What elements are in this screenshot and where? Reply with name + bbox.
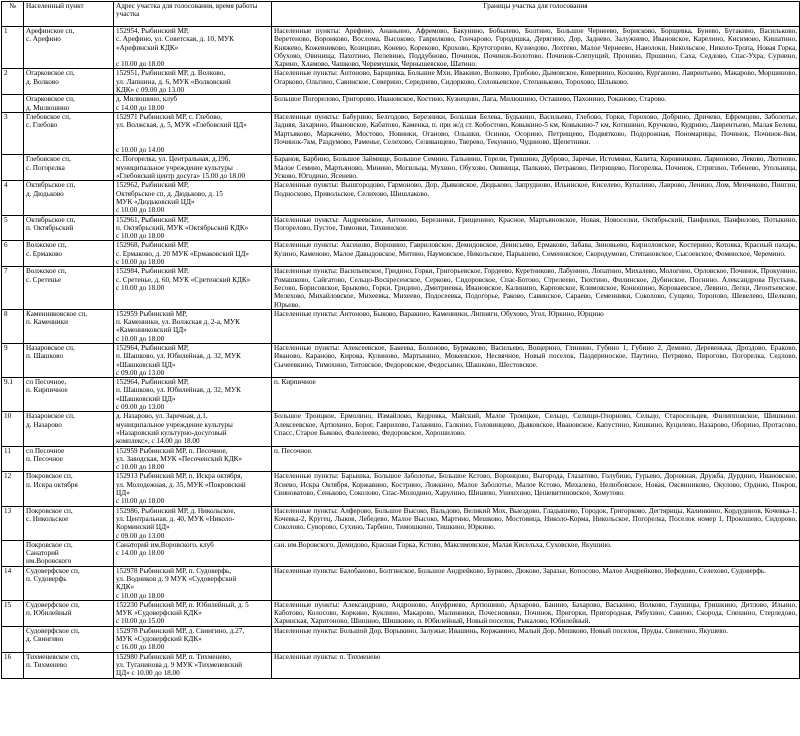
- settlement-line: п. Шашково: [26, 352, 64, 361]
- table-row: [2, 155, 800, 181]
- settlement-line: с. Погорелка: [26, 163, 65, 172]
- settlement-line: Каменниковское сп,: [26, 309, 88, 318]
- row-number: 2: [2, 69, 24, 95]
- address-line: КДК»: [116, 583, 135, 592]
- address-line: «Арефинский КДК»: [116, 43, 179, 52]
- row-number: 10: [2, 412, 24, 446]
- settlement-line: п. Каменники: [26, 318, 68, 327]
- address-line: п. Каменники, ул. Волжская д. 2-а, МУК: [116, 318, 240, 327]
- address-line: МУК «Судоверфский КДК»: [116, 609, 202, 618]
- settlement-cell: [24, 343, 114, 377]
- table-row: [2, 95, 800, 113]
- address-cell: [114, 241, 272, 267]
- address-line: ул. Водников д. 9 МУК «Судоверфский: [116, 575, 237, 583]
- address-line: 152971 Рыбинский МР, с. Глебово,: [116, 112, 222, 121]
- address-line: с 10.00 до 14.00: [116, 146, 165, 155]
- settlement-line: Огарковское сп,: [26, 95, 75, 104]
- row-number: 13: [2, 506, 24, 540]
- address-cell: [114, 412, 272, 446]
- address-line: КДК» с 09.00 до 13.00: [116, 86, 185, 95]
- settlement-line: с. Никольское: [26, 514, 69, 523]
- address-line: ул. Волжская, д. 5, МУК «Глебовский ЦД»: [116, 121, 247, 130]
- settlement-line: сп Песочное,: [26, 378, 67, 387]
- row-number: 11: [2, 446, 24, 472]
- address-line: 152913 Рыбинский МР, п. Искра октября,: [116, 472, 243, 481]
- address-line: «Шашковский ЦД»: [116, 360, 176, 369]
- address-line: 152954, Рыбинский МР,: [116, 27, 189, 35]
- settlement-cell: [24, 241, 114, 267]
- row-number: [2, 540, 24, 566]
- settlement-line: Назаровское сп,: [26, 412, 75, 421]
- table-row: [2, 600, 800, 626]
- table-row: [2, 215, 800, 241]
- address-line: 152980 Рыбинский МР, п. Тихменево,: [116, 652, 232, 661]
- address-line: с 10.00 до 18.00: [116, 463, 165, 472]
- settlement-line: Покровское сп,: [26, 506, 73, 515]
- settlement-line: сп Песочное: [26, 446, 65, 455]
- settlement-cell: [24, 626, 114, 652]
- address-cell: [114, 112, 272, 154]
- address-line: «Каменниковский ЦД»: [116, 326, 187, 335]
- address-line: ул. Заводская, МУК «Песоченский КДК»: [116, 454, 243, 463]
- settlement-line: с. Арефино: [26, 35, 61, 44]
- row-number: 14: [2, 566, 24, 600]
- address-line: с 09.00 до 13.00: [116, 368, 165, 377]
- settlement-cell: [24, 267, 114, 309]
- table-row: [2, 241, 800, 267]
- address-line: 152959 Рыбинский МР,: [116, 309, 187, 318]
- address-line: с 14.00 до 18.00: [116, 103, 165, 112]
- bounds-cell: Населенные пункты: Александрово, Андроново, Ануфриево, Артюшино, Архарово, Банино, Бахарово, Васькино, Волково, Глушицы, Гришкино, Дитлово, Ильино, Каботово, Колосово, Коркино, Куклино, Макарово, Малинники, Почесновики, Починок, Пригорки, Пригородная, Рябухино, Савино, Скорода, Спешино, Стерледово, Харинская, Харитоново, Шишино, Шишкино, п. Юбилейный, Новый поселок, Рыкалово, Юбилейный.: [272, 600, 800, 626]
- row-number: [2, 626, 24, 652]
- address-line: с. Сретенье, д. 60, МУК «Сретенский КДК»: [116, 275, 251, 284]
- address-cell: [114, 343, 272, 377]
- bounds-cell: Населенные пункты: Алферово, Большое Высоко, Вальдово, Великий Мох, Выездово, Гладышево, Городок, Григорково, Дегтярицы, Калинкино, Кордудинов, Кочевка-1, Кочевка-2, Кругец, Лыков, Лебедево, Малое Высоко, Мартино, Мешково, Мостовица, Николо-Корма, Никольское, Погорелка, Поселок номер 1, Прокошево, Сидорово, Соколово, Суворово, Сухино, Тарбино, Тимошкино, Тишкино, Юркино.: [272, 506, 800, 540]
- address-line: с 09.00 до 13.00: [116, 403, 165, 412]
- address-line: Октябрьское сп, д. Дюдьково, д. 15: [116, 189, 223, 198]
- address-line: п. Октябрьский, МУК «Октябрьский КДК»: [116, 223, 249, 232]
- row-number: 3: [2, 112, 24, 154]
- settlement-line: п. Тихменево: [26, 660, 67, 669]
- settlement-line: д. Милюшино: [26, 103, 70, 112]
- address-line: 152959 Рыбинский МР, п. Песочное,: [116, 446, 228, 455]
- row-number: 9.1: [2, 378, 24, 412]
- bounds-cell: п. Песочное.: [272, 446, 800, 472]
- address-line: 152964, Рыбинский МР,: [116, 343, 189, 352]
- settlement-cell: [24, 181, 114, 215]
- table-row: [2, 472, 800, 506]
- settlement-line: Октябрьское сп,: [26, 215, 76, 224]
- address-line: 152984, Рыбинский МР,: [116, 267, 189, 276]
- settlement-line: Тихменевское сп,: [26, 652, 80, 661]
- settlement-line: п. Песочное: [26, 454, 63, 463]
- table-row: [2, 27, 800, 69]
- bounds-cell: п. Кирпичное: [272, 378, 800, 412]
- settlement-line: д. Дюдьково: [26, 189, 64, 198]
- settlement-line: с. Ермаково: [26, 249, 63, 258]
- polling-stations-table: [1, 1, 800, 679]
- address-cell: [114, 309, 272, 343]
- address-line: 152961, Рыбинский МР,: [116, 215, 189, 224]
- settlement-line: Санаторий: [26, 549, 59, 558]
- bounds-cell: Населенные пункты: Аксеново, Воронино, Гавриловское, Демидовское, Денисьево, Ермаково, Забава, Зиновьево, Кирилловское, Костерино, Котовка, Красный пахарь, Кузино, Каменово, Малое Давыдовское, Митино, Наумовское, Никольское, Парышево, Семеновское, Скородумово, Степановское, Сысоевское, Фоминское, Черемино.: [272, 241, 800, 267]
- table-body: [2, 27, 800, 679]
- address-line: 152951, Рыбинский МР, д. Волково,: [116, 69, 226, 78]
- address-line: ул. Центральная, д. 40, МУК «Николо-: [116, 514, 235, 523]
- settlement-cell: [24, 472, 114, 506]
- table-row: [2, 181, 800, 215]
- address-line: комплекс», с 14.00 до 18.00: [116, 437, 200, 446]
- bounds-cell: Населенные пункты: п. Тихменево: [272, 652, 800, 678]
- address-line: ул. Молодежная, д. 35, МУК «Покровский: [116, 480, 246, 489]
- settlement-cell: [24, 412, 114, 446]
- bounds-cell: Населенные пункты: Арефино, Ананьино, Афремово, Бакунино, Бобылево, Болтино, Большое Чернеево, Борисково, Борщевка, Бунево, Бутакино, Васильково, Веретеново, Воронково, Вослома, Высоково, Гаврилково, Гончарово, Городишка, Дерягино, Дор, Заднево, Залужнево, Ивановское, Карелино, Кисимово, Кишатино, Княжево, Кожевниково, Козицино, Конево, Кореково, Крохово, Крутогорово, Кузнецово, Лохтево, Малое Чернеево, Наволоки, Никольское, Николо-Тропа, Новая Горка, Обухово, Овинища, Пахотино, Пелевино, Поддубново, Починок, Починок-Болотово, Починок-Слепущий, Пронино, Прошино, Саха, Седлово, Спас-Ухра, Сурнино, Харино, Хламово, Чашково, Черемушки, Чернышевское, Шатино.: [272, 27, 800, 69]
- settlement-cell: [24, 652, 114, 678]
- settlement-line: д. Свингино: [26, 635, 64, 644]
- address-cell: [114, 215, 272, 241]
- address-cell: [114, 566, 272, 600]
- row-number: [2, 95, 24, 113]
- settlement-line: п. Искра октября: [26, 480, 78, 489]
- address-line: муниципальное учреждение культуры: [116, 163, 233, 172]
- settlement-line: им.Воровского: [26, 557, 72, 566]
- bounds-cell: сан. им.Воровского, Демидово, Красная Горка, Кстово, Максимовское, Малая Кисельха, Суховское, Якушино.: [272, 540, 800, 566]
- settlement-line: Судоверфское сп,: [26, 566, 80, 575]
- settlement-cell: [24, 95, 114, 113]
- row-number: 4: [2, 181, 24, 215]
- bounds-cell: Населенные пункты: Балобаново, Болтинское, Большое Андрейково, Бурково, Дюково, Заразье, Копосово, Малое Андрейково, Нефедово, Селехово, Судоверфь.: [272, 566, 800, 600]
- address-cell: [114, 626, 272, 652]
- settlement-line: Глебовское сп,: [26, 112, 71, 121]
- address-line: МУК «Дюдьковский ЦД»: [116, 197, 195, 206]
- address-line: с. Арефино, ул. Советская, д. 10, МУК: [116, 35, 234, 44]
- address-cell: [114, 181, 272, 215]
- settlement-line: п. Судоверфь: [26, 575, 67, 583]
- bounds-cell: Баранов, Барбино, Большое Займище, Большое Семино, Гальнино, Горели, Гришино, Дуброво, Заречье, Истомино, Калита, Коровниково, Ларионово, Леково, Лютново, Малое Семино, Мартьяново, Минино, Могильца, Мухино, Обухово, Овинища, Палкино, Петраково, Петрищево, Погорелка, Починок, Стригино, Тебенево, Угольница, Усково, Югодино, Ясенево.: [272, 155, 800, 181]
- address-line: с. Погорелка, ул. Центральная, д.19б,: [116, 155, 231, 164]
- header-address: Адрес участка для голосования, время работы участка: [114, 2, 272, 27]
- settlement-line: Покровское сп,: [26, 540, 73, 549]
- row-number: 5: [2, 215, 24, 241]
- address-line: ЦД»: [116, 489, 130, 498]
- row-number: 9: [2, 343, 24, 377]
- settlement-cell: [24, 446, 114, 472]
- address-line: с 09.00 до 13.00: [116, 531, 165, 540]
- address-line: ЦД» с 10.00 до 18.00: [116, 669, 180, 678]
- table-row: [2, 309, 800, 343]
- bounds-cell: Населенные пункты: Бабурино, Белгодово, Березники, Большая Белева, Будькино, Васильево, Глебово, Горки, Горохово, Добрино, Дричево, Ефремцево, Заболотье, Задняя, Захарино, Ивановское, Кабатово, Каменка, п. при ж/д ст. Кобостово, Ковыкино-5 км, Ковыкино-7 км, Котишино, Кручково, Кудрино, Лаврентьево, Малая Белева, Мартьяково, Маркачево, Мостово, Новинки, Оганово, Ольшки, Осинки, Осорино, Петрищево, Подвятково, Подорожная, Пономарицы, Починок, Починок-8км, Починок-7км, Раздумово, Раменье, Селехово, Селиванцево, Тверево, Текунино, Чудиново, Щепетники.: [272, 112, 800, 154]
- address-cell: [114, 155, 272, 181]
- address-cell: [114, 27, 272, 69]
- address-line: 152230 Рыбинский МР, п. Юбилейный, д. 5: [116, 600, 249, 609]
- table-row: [2, 566, 800, 600]
- address-cell: [114, 652, 272, 678]
- address-line: 152978 Рыбинский МР, д. Свингино, д.27,: [116, 626, 245, 635]
- settlement-cell: [24, 215, 114, 241]
- address-line: с 10.00 до 18.00: [116, 206, 165, 215]
- address-cell: [114, 446, 272, 472]
- settlement-cell: [24, 566, 114, 600]
- address-cell: [114, 506, 272, 540]
- bounds-cell: Населенные пункты: Вышгородово, Гармоново, Дор, Дьяковское, Дюдьково, Запрудново, Ильинское, Киселево, Купалино, Лаврово, Ленино, Лом, Менчиково, Пингин, Подносково, Привольское, Селихово, Шишлаково.: [272, 181, 800, 215]
- settlement-line: Покровское сп,: [26, 472, 73, 481]
- header-settlement: Населенный пункт: [24, 2, 114, 27]
- address-line: п. Шашково, ул. Юбилейная, д. 32, МУК: [116, 352, 241, 361]
- address-cell: [114, 378, 272, 412]
- settlement-line: п. Кирпичное: [26, 386, 68, 395]
- header-bounds: Границы участка для голосования: [272, 2, 800, 27]
- address-cell: [114, 472, 272, 506]
- address-line: ул. Лапшина, д. 6, МУК «Волковский: [116, 77, 231, 86]
- table-row: [2, 378, 800, 412]
- table-row: [2, 506, 800, 540]
- address-line: 152986, Рыбинский МР, д. Никольское,: [116, 506, 236, 515]
- table-row: [2, 652, 800, 678]
- row-number: 7: [2, 267, 24, 309]
- address-cell: [114, 69, 272, 95]
- address-line: с 10.00 до 18.00: [116, 60, 165, 69]
- settlement-cell: [24, 155, 114, 181]
- row-number: [2, 155, 24, 181]
- address-line: 152962, Рыбинский МР,: [116, 181, 189, 190]
- row-number: 6: [2, 241, 24, 267]
- settlement-line: Судоверфское сп,: [26, 600, 80, 609]
- settlement-cell: [24, 69, 114, 95]
- settlement-line: Огарковское сп,: [26, 69, 75, 78]
- settlement-line: п. Юбилейный: [26, 609, 72, 618]
- settlement-cell: [24, 112, 114, 154]
- row-number: 1: [2, 27, 24, 69]
- settlement-cell: [24, 600, 114, 626]
- row-number: 8: [2, 309, 24, 343]
- settlement-line: п. Октябрьский: [26, 223, 74, 232]
- address-line: с 10.00 до 18.00: [116, 283, 165, 292]
- bounds-cell: Большое Троицкое, Ермолино, Измайлово, Кедровка, Майский, Малое Троицкое, Сельцо, Селищи-Озорново, Сельцо, Старосельцев, Филипповское, Шишкино. Алексеевское, Артюхино, Борог, Гаврилово, Галанино, Галкино, Головинцево, Дьяковское, Ивановское, Капустино, Кишкино, Куцилево, Назарово, Оборино, Протасово, Спасс, Старое Быково, Фалелеево, Федоровское, Хорошилово.: [272, 412, 800, 446]
- address-line: с. Ермаково, д. 20 МУК «Ермаковский ЦД»: [116, 249, 249, 258]
- bounds-cell: Населенные пункты: Антоново, Барщинка, Большие Мхи, Ивакино, Волково, Грибово, Дымовское, Кивернино, Косково, Курганово, Лаврентьево, Макарово, Моршиново, Огарково, Ольгино, Савинское, Северино, Середнево, Сидорково, Соловьевское, Степаньково, Торохово, Шлыково.: [272, 69, 800, 95]
- bounds-cell: Населенные пункты: Алексеевское, Бакеева, Болоново, Бурмаково, Васильево, Вощерино, Глинино, Губино 1, Губино 2, Демино, Деревенька, Дроздово, Ераково, Иваново, Караново, Кирова, Кулиново, Мартынино, Мокеевское, Несвячное, Новый поселок, Паздериноское, Паутино, Петряево, Пирогово, Погорелка, Седлово, Сычеевкино, Тимохино, Титовское, Федоровское, Федосьино, Шашково, Шестовское.: [272, 343, 800, 377]
- address-line: с 10.00 до 15.00: [116, 617, 165, 626]
- address-cell: [114, 540, 272, 566]
- address-line: д. Назарово, ул. Заречная, д.1,: [116, 412, 208, 421]
- settlement-cell: [24, 309, 114, 343]
- row-number: 16: [2, 652, 24, 678]
- address-cell: [114, 600, 272, 626]
- address-line: [116, 138, 269, 146]
- row-number: 12: [2, 472, 24, 506]
- address-line: ул. Туганинова д. 9 МУК «Тихменевский: [116, 660, 243, 669]
- table-header-row: [2, 2, 800, 27]
- settlement-line: д. Волково: [26, 77, 59, 86]
- bounds-cell: Населенные пункты: Антоново, Быково, Варакино, Каменники, Липняги, Обухово, Угол, Юркино, Юрцино: [272, 309, 800, 343]
- row-number: 15: [2, 600, 24, 626]
- table-row: [2, 343, 800, 377]
- address-line: 152978 Рыбинский МР, п. Судоверфь,: [116, 566, 232, 575]
- settlement-line: д. Назарово: [26, 420, 62, 429]
- bounds-cell: Населенные пункты: Васильевское, Гридино, Горки, Григорьевское, Гордеево, Куретниково, Лабунино, Лопатино, Михалево, Мологино, Орловское, Починок, Прокунино, Ромашково, Сайгатово, Сельцо-Воскресенское, Серково, Сидоровское, Спас-Ботово, Стрелеево, Тюхтино, Филинское, Дубинское, Поснино. Александрова Пустынь, Бесово, Борисовское, Брыково, Горки, Гридино, Дмитриевка, Ивановское, Калинино, Карповское, Климовское, Конюшино, Короваевское, Левино, Легки, Леонтьевское, Мелехово, Михайловское, Михеевка, Михеево, Подосеевка, Подогорье, Раково, Савинское, Сараево, Семенники, Соколово, Сущево, Торопово, Шевелево, Шелково, Юрьево.: [272, 267, 800, 309]
- address-line: «Глебовский центр досуга» 15.00 до 18.00: [116, 172, 246, 181]
- address-line: «Шашковский ЦД»: [116, 394, 176, 403]
- address-cell: [114, 267, 272, 309]
- settlement-line: Октябрьское сп,: [26, 181, 76, 190]
- header-number: №: [2, 2, 24, 27]
- settlement-cell: [24, 506, 114, 540]
- settlement-cell: [24, 540, 114, 566]
- address-line: «Назаровский культурно-досуговый: [116, 428, 227, 437]
- table-row: [2, 446, 800, 472]
- address-line: с 14.00 до 18.00: [116, 549, 165, 558]
- address-line: Санаторий им.Воровского, клуб: [116, 540, 214, 549]
- settlement-line: Судоверфское сп,: [26, 626, 80, 635]
- settlement-line: Волжское сп,: [26, 241, 67, 250]
- address-cell: [114, 95, 272, 113]
- settlement-cell: [24, 378, 114, 412]
- table-row: [2, 69, 800, 95]
- address-line: [116, 130, 269, 138]
- settlement-line: с. Сретенье: [26, 275, 62, 284]
- table-row: [2, 626, 800, 652]
- address-line: с 10.00 до 18.00: [116, 497, 165, 506]
- address-line: 152964, Рыбинский МР,: [116, 378, 189, 387]
- settlement-line: с. Глебово: [26, 121, 58, 130]
- settlement-line: Назаровское сп,: [26, 343, 75, 352]
- table-row: [2, 267, 800, 309]
- bounds-cell: Населенные пункты: Большой Дор, Ворыкино, Залужье, Ивашинь, Коржавино, Малый Дор, Мешково, Новый поселок, Пруды, Свингино, Якушево.: [272, 626, 800, 652]
- address-line: д. Милюшино, клуб: [116, 95, 178, 104]
- address-line: п. Шашково, ул. Юбилейная, д. 32, МУК: [116, 386, 241, 395]
- address-line: 152968, Рыбинский МР,: [116, 241, 189, 250]
- settlement-line: Арефинское сп,: [26, 27, 75, 35]
- table-row: [2, 540, 800, 566]
- address-line: с 10.00 до 18.00: [116, 591, 165, 600]
- address-line: с 10.00 до 18.00: [116, 258, 165, 267]
- table-row: [2, 112, 800, 154]
- address-line: Корминский ЦД»: [116, 523, 170, 532]
- address-line: с 10.00 до 18.00: [116, 232, 165, 241]
- address-line: [116, 52, 269, 60]
- table-row: [2, 412, 800, 446]
- settlement-line: Глебовское сп,: [26, 155, 71, 164]
- address-line: МУК «Судоверфский КДК»: [116, 635, 202, 644]
- address-line: с 10.00 до 18.00: [116, 334, 165, 343]
- bounds-cell: Населенные пункты: Барышка, Большое Заболотье, Большое Кстово, Воронцово, Выгорода, Глазатово, Голубино, Гурьево, Дорожная, Дружба, Дурдино, Ивановское, Ясиево, Искра Октября, Коржавино, Кострино, Ложкино, Малое Заболотье, Малое Кстово, Михалево, Нелюбовское, Новая, Овсянниково, Окулово, Ордино, Покров, Свиноватово, Сеньково, Соколово, Спас-Молодино, Харулино, Шишево, Ушенхино, Цешевитиновское, Хомутово.: [272, 472, 800, 506]
- settlement-cell: [24, 27, 114, 69]
- bounds-cell: Населенные пункты: Андреевское, Антоново, Березники, Грищенино, Красное, Мартьяновское, Новая, Новоселки, Октябрьский, Панфилки, Панфилово, Потыкино, Погорелово, Пустое, Тимонки, Тихвинское.: [272, 215, 800, 241]
- address-line: муниципальное учреждение культуры: [116, 420, 233, 429]
- settlement-line: Волжское сп,: [26, 267, 67, 276]
- bounds-cell: Большое Погорелово, Григорово, Ивановское, Костино, Кузнецово, Лага, Милюшино, Осташево, Пахонино, Роканово, Старово.: [272, 95, 800, 113]
- address-line: с 16.00 до 18.00: [116, 643, 165, 652]
